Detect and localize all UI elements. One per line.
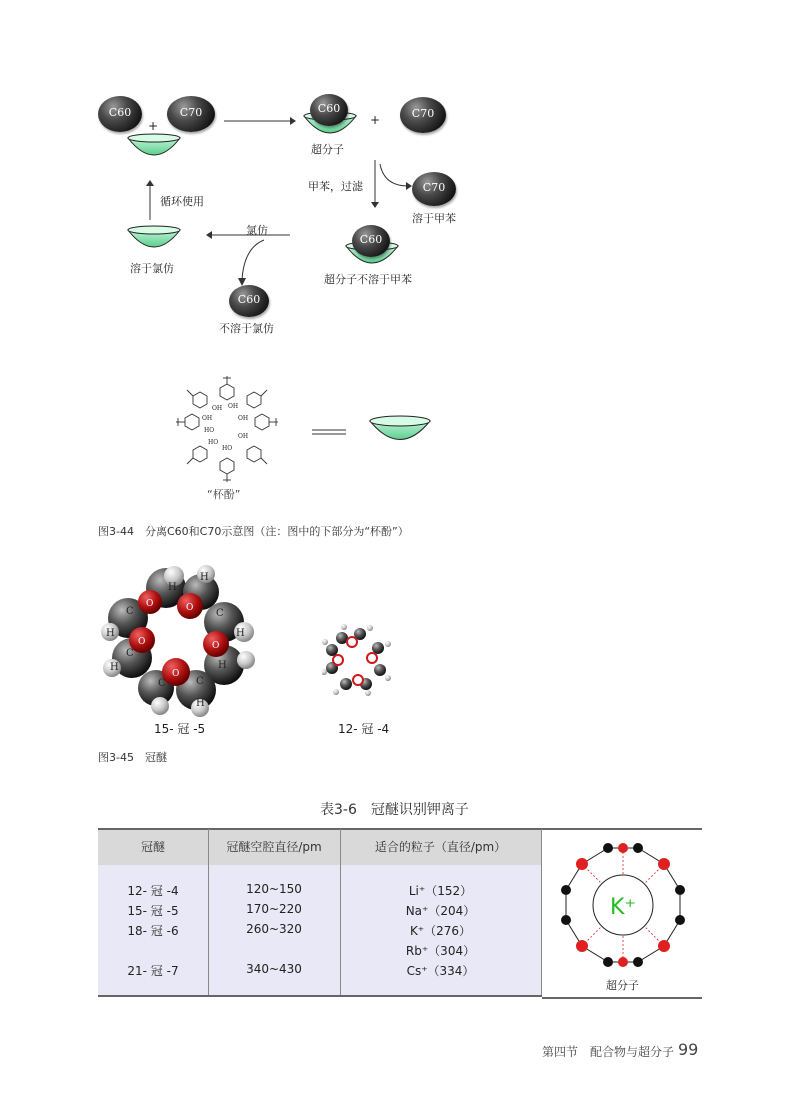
c60-ball-2: C60 — [310, 94, 348, 126]
dissolve-chloroform-label: 溶于氯仿 — [130, 262, 174, 275]
crown-12-4-label: 12- 冠 -4 — [338, 722, 390, 736]
svg-text:H: H — [236, 628, 245, 639]
svg-text:OH: OH — [238, 415, 249, 422]
insoluble-chloroform-label: 不溶于氯仿 — [219, 322, 274, 335]
table-cell-ion: Na⁺（204） — [405, 904, 476, 918]
header-crown-ether: 冠醚 — [140, 840, 165, 854]
supermolecule-label: 超分子 — [311, 143, 344, 156]
k-ion-label: K⁺ — [609, 895, 637, 920]
svg-text:C: C — [158, 678, 166, 689]
equals-sign — [312, 428, 346, 436]
table-cell-ether: 15- 冠 -5 — [127, 904, 179, 918]
insoluble-toluene-label: 超分子不溶于甲苯 — [324, 273, 412, 286]
chloroform-label: 氯仿 — [246, 224, 268, 237]
col-divider-3 — [541, 829, 542, 995]
svg-text:H: H — [110, 662, 119, 673]
svg-text:O: O — [212, 641, 220, 651]
crown-12-4-model — [322, 624, 392, 696]
svg-text:H: H — [168, 582, 177, 593]
svg-text:OH: OH — [202, 415, 213, 422]
svg-text:O: O — [186, 603, 194, 613]
c60-ball-3: C60 — [352, 225, 390, 257]
table-cell-ion: Li⁺（152） — [408, 884, 473, 898]
svg-text:H: H — [218, 660, 227, 671]
table-cell-cavity: 260~320 — [246, 922, 302, 936]
calixarene-label: “杯酚” — [207, 488, 241, 501]
c60-ball-4: C60 — [229, 285, 269, 317]
page-number: 99 — [678, 1040, 699, 1059]
table-cell-ion: K⁺（276） — [409, 924, 472, 938]
k-crown-diagram — [556, 838, 690, 972]
calixarene-structure — [172, 374, 282, 484]
svg-text:HO: HO — [204, 427, 215, 434]
plus-sign-2: + — [370, 113, 381, 127]
figure-3-45-caption: 图3-45 冠醚 — [98, 751, 167, 764]
calixarene-bowl-5 — [368, 414, 432, 452]
table-cell-ether: 21- 冠 -7 — [127, 964, 179, 978]
c60-ball-1: C60 — [98, 96, 142, 132]
calixarene-bowl-4 — [126, 224, 182, 258]
table-cell-ion: Rb⁺（304） — [405, 944, 476, 958]
curved-arrow-chloroform — [236, 238, 266, 286]
c70-ball-3: C70 — [412, 172, 456, 206]
svg-text:HO: HO — [208, 439, 219, 446]
crown-15-5-label: 15- 冠 -5 — [154, 722, 206, 736]
recycle-label: 循环使用 — [160, 195, 204, 208]
footer-section: 第四节 配合物与超分子 — [542, 1045, 675, 1059]
header-cavity: 冠醚空腔直径/pm — [226, 840, 322, 854]
svg-text:C: C — [126, 648, 134, 659]
svg-text:C: C — [196, 676, 204, 687]
svg-text:O: O — [172, 669, 180, 679]
svg-text:OH: OH — [212, 405, 223, 412]
table-cell-cavity: 170~220 — [246, 902, 302, 916]
plus-sign-1: + — [148, 119, 159, 133]
svg-text:H: H — [196, 698, 205, 709]
c70-ball-2: C70 — [400, 97, 446, 133]
table-title: 表3-6 冠醚识别钾离子 — [320, 802, 469, 818]
figure-3-44-caption: 图3-44 分离C60和C70示意图（注：图中的下部分为“杯酚”） — [98, 525, 409, 538]
table-cell-ether: 12- 冠 -4 — [127, 884, 179, 898]
svg-text:H: H — [106, 628, 115, 639]
svg-text:O: O — [146, 599, 154, 609]
svg-text:H: H — [200, 572, 209, 583]
svg-text:OH: OH — [228, 403, 239, 410]
svg-text:C: C — [126, 606, 134, 617]
curved-arrow-toluene — [378, 162, 412, 192]
table-cell-ion: Cs⁺（334） — [406, 964, 475, 978]
svg-text:C: C — [216, 608, 224, 619]
image-caption-supermolecule: 超分子 — [606, 979, 639, 992]
crown-15-5-model — [96, 560, 266, 720]
svg-text:O: O — [138, 637, 146, 647]
c70-ball-1: C70 — [167, 96, 215, 132]
arrow-up — [145, 180, 155, 220]
calixarene-bowl-1 — [126, 132, 182, 166]
table-cell-cavity: 120~150 — [246, 882, 302, 896]
table-cell-cavity: 340~430 — [246, 962, 302, 976]
toluene-filter-label: 甲苯，过滤 — [308, 180, 363, 193]
header-ion: 适合的粒子（直径/pm） — [374, 840, 507, 854]
svg-text:OH: OH — [238, 433, 249, 440]
svg-text:HO: HO — [222, 445, 233, 452]
table-cell-ether: 18- 冠 -6 — [127, 924, 179, 938]
arrow-right — [224, 116, 296, 126]
dissolve-toluene-label: 溶于甲苯 — [412, 212, 456, 225]
